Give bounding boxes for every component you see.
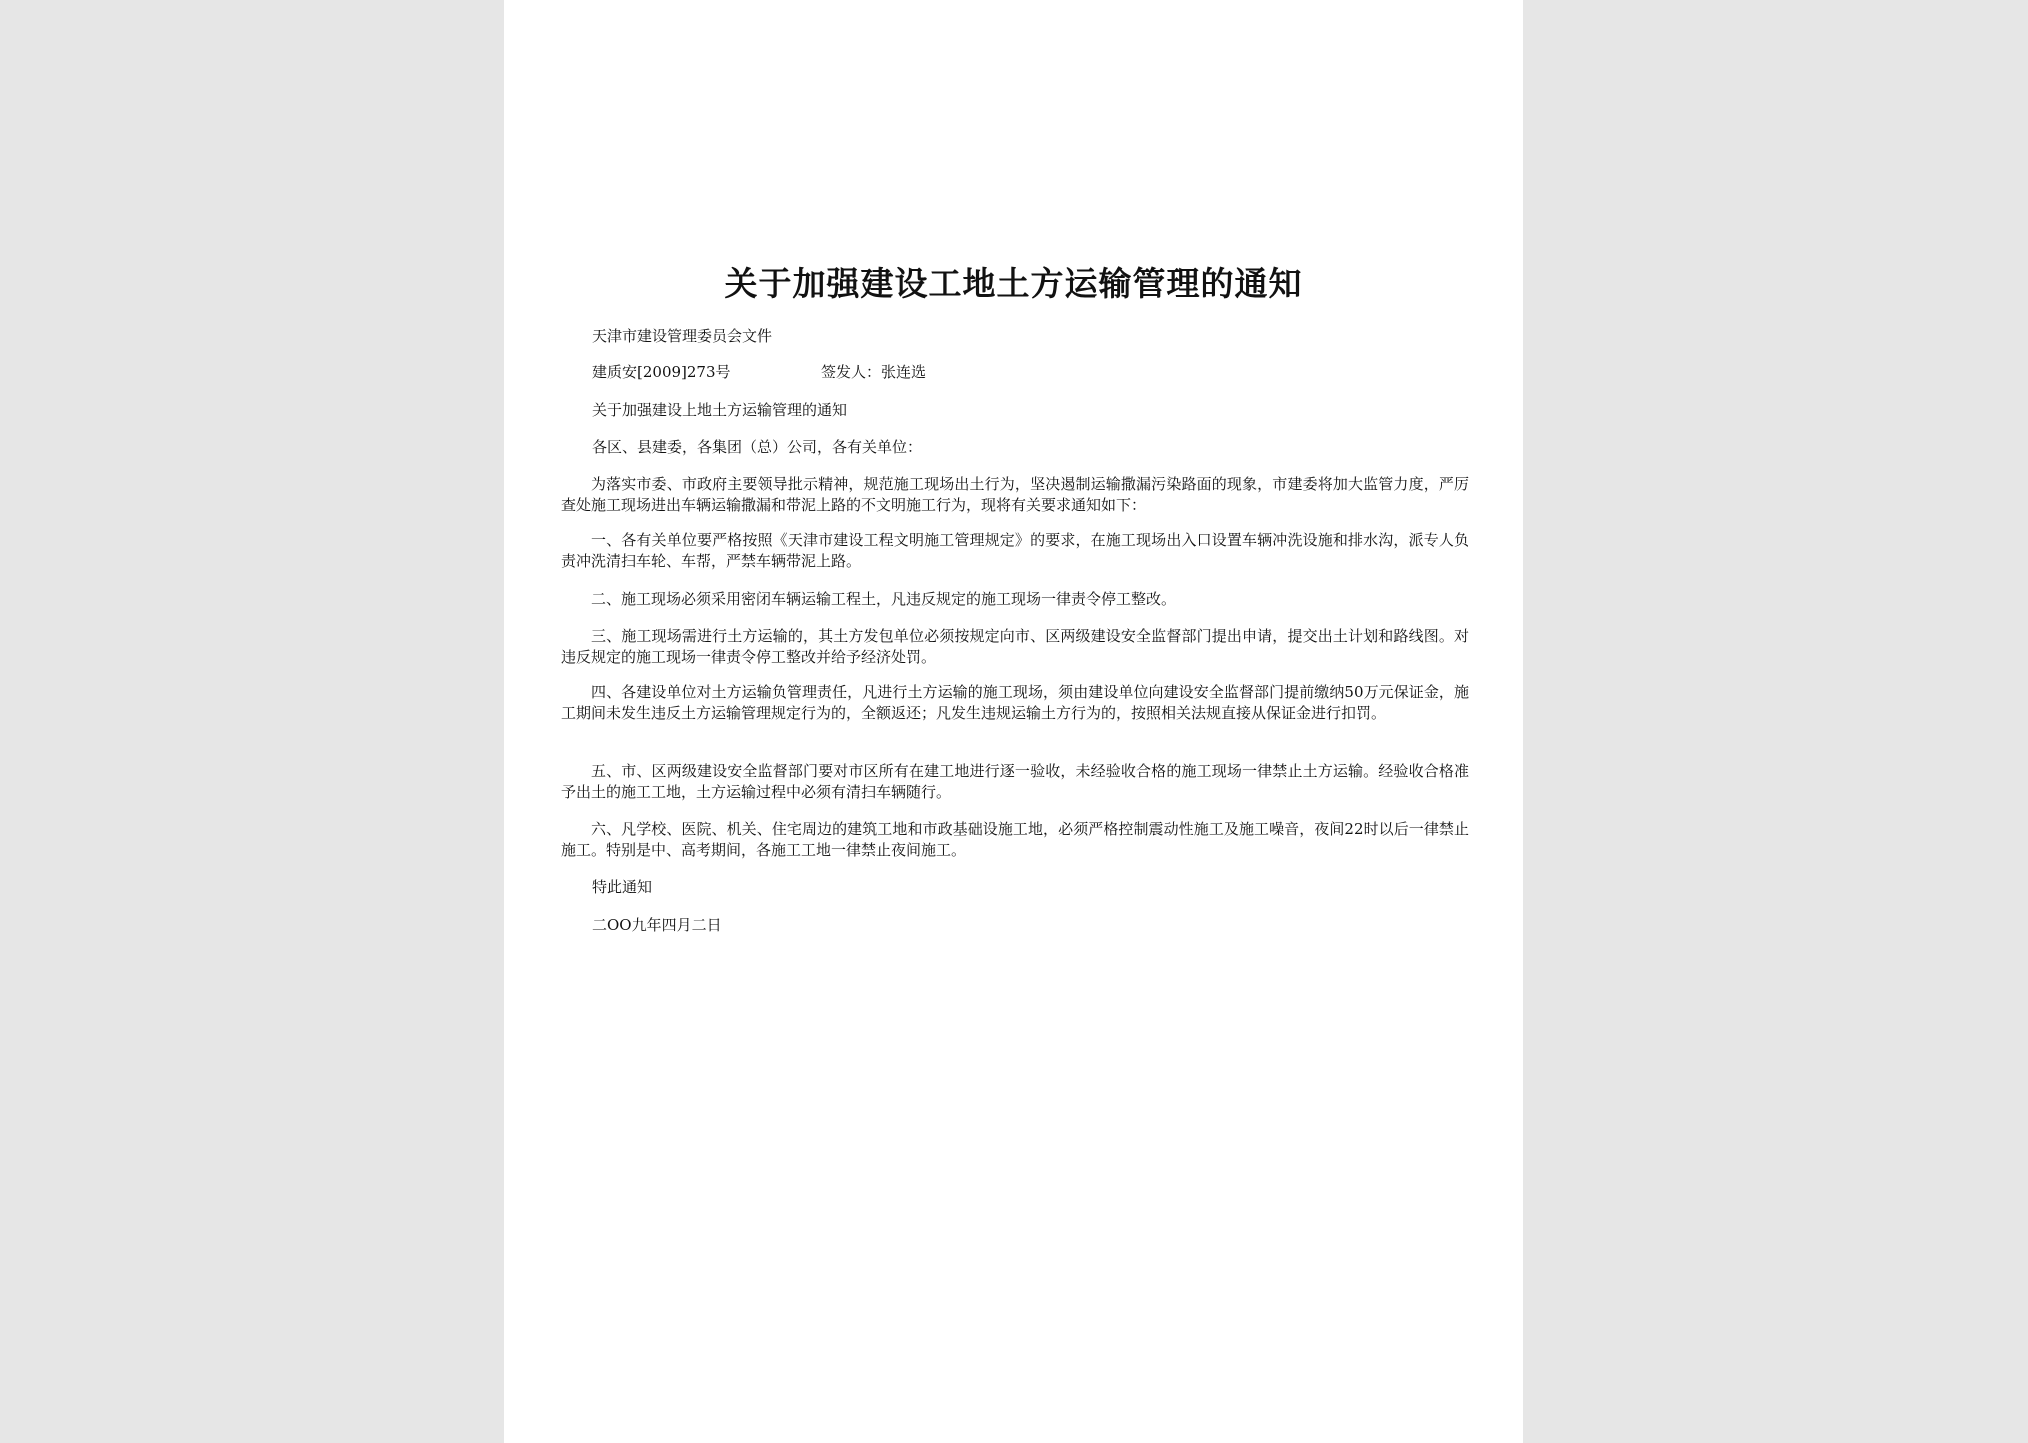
doc-number: 建质安[2009]273号 <box>592 363 731 381</box>
paragraph-item-3: 三、施工现场需进行土方运输的，其土方发包单位必须按规定向市、区两级建设安全监督部门提出申请，提交出土计划和路线图。对违反规定的施工现场一律责令停工整改并给予经济处罚。 <box>561 627 1469 666</box>
document-subtitle: 关于加强建设上地土方运输管理的通知 <box>592 401 848 419</box>
signer: 签发人：张连选 <box>821 363 927 381</box>
document-page <box>504 0 1523 1443</box>
paragraph-item-6: 六、凡学校、医院、机关、住宅周边的建筑工地和市政基础设施工地，必须严格控制震动性施工及施工噪音，夜间22时以后一律禁止施工。特别是中、高考期间，各施工工地一律禁止夜间施工。 <box>561 820 1469 859</box>
issuer-line: 天津市建设管理委员会文件 <box>592 327 773 345</box>
paragraph-intro: 为落实市委、市政府主要领导批示精神，规范施工现场出土行为，坚决遏制运输撒漏污染路面的现象，市建委将加大监管力度，严厉查处施工现场进出车辆运输撒漏和带泥上路的不文明施工行为，现将有关要求通知如下： <box>561 475 1469 514</box>
closing: 特此通知 <box>592 878 653 896</box>
document-title: 关于加强建设工地土方运输管理的通知 <box>724 264 1303 303</box>
document-date: 二OO九年四月二日 <box>592 916 722 934</box>
salutation: 各区、县建委，各集团（总）公司，各有关单位： <box>592 438 923 456</box>
paragraph-item-4: 四、各建设单位对土方运输负管理责任，凡进行土方运输的施工现场，须由建设单位向建设安全监督部门提前缴纳50万元保证金，施工期间未发生违反土方运输管理规定行为的，全额返还；凡发生违规运输土方行为的，按照相关法规直接从保证金进行扣罚。 <box>561 683 1469 722</box>
paragraph-item-1: 一、各有关单位要严格按照《天津市建设工程文明施工管理规定》的要求，在施工现场出入口设置车辆冲洗设施和排水沟，派专人负责冲洗清扫车轮、车帮，严禁车辆带泥上路。 <box>561 531 1469 570</box>
paragraph-item-5: 五、市、区两级建设安全监督部门要对市区所有在建工地进行逐一验收，未经验收合格的施工现场一律禁止土方运输。经验收合格准予出土的施工工地，土方运输过程中必须有清扫车辆随行。 <box>561 762 1469 801</box>
paragraph-item-2: 二、施工现场必须采用密闭车辆运输工程土，凡违反规定的施工现场一律责令停工整改。 <box>591 590 1177 608</box>
